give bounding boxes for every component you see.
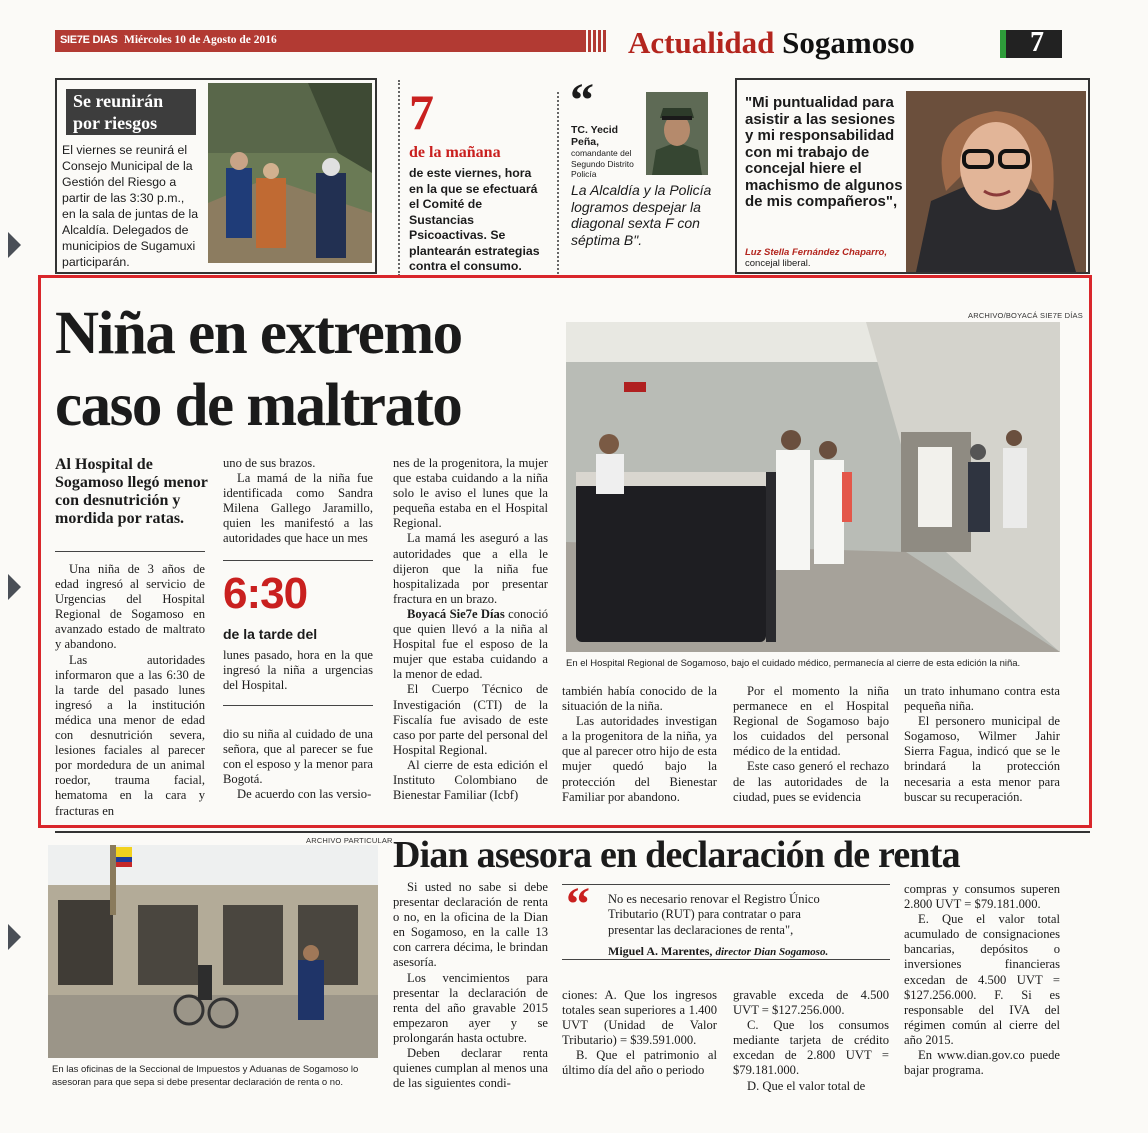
main-headline-line2: caso de maltrato [55,372,462,439]
page-number-accent [1000,30,1006,58]
dian-quote-author: Miguel A. Marentes, [608,944,713,958]
dian-colC-p2: C. Que los consumos mediante tarjeta de crédito excedan de 2.800 UVT = $79.181.000. [733,1018,889,1078]
lead-rule [55,551,205,552]
main-col6-p1: un trato inhumano contra esta pequeña niña. [904,684,1060,714]
dian-column-c [733,988,889,1094]
dian-colC-p1: gravable exceda de 4.500 UVT = $127.256.000. [733,988,889,1018]
main-col4-p1: también había conocido de la situación de la niña. [562,684,717,714]
section-title [628,26,915,60]
callout-body: lunes pasado, hora en la que ingresó la niña a urgencias del Hospital. [223,648,373,693]
officer-role: comandante del Segundo Distrito Policía [571,148,634,179]
councilwoman-signature [745,247,905,269]
margin-arrow-top [8,232,21,258]
main-col3-p4: Al cierre de esta edición el Instituto Colombiano de Bienestar Familiar (Icbf) [393,757,548,803]
dian-column-a [393,880,548,1091]
main-col4-p2: Las autoridades investigan a la progenitora de la niña, ya que al parecer otro hijo de esta mujer quedó bajo la protección del Bienestar Familiar por abandono. [562,714,717,804]
divider-dotted-1 [398,80,400,276]
main-col2-p2: De acuerdo con las versio- [237,787,372,802]
main-col3-bold: Boyacá Sie7e Días [407,606,505,621]
main-col2-p1: La mamá de la niña fue identificada como Sandra Milena Gallego Jaramillo, quien les manifestó a las autoridades que hace un mes [223,471,373,546]
header-bar-stripes [586,30,606,52]
rescue-photo [208,83,372,263]
dian-colA-p2: Los vencimientos para presentar la declaración de renta del año gravable 2015 empezaron ayer y se prolongarán hasta octubre. [393,970,548,1045]
page-number: 7 [1030,27,1044,58]
main-col6-p2: El personero municipal de Sogamoso, Wilmer Jahir Sierra Fagua, indicó que se le brindará la protección necesaria a esta menor para buscar su recuperación. [904,714,1060,804]
dian-colD-p1: compras y consumos superen 2.800 UVT = $79.181.000. [904,882,1060,912]
main-col3-p2 [393,607,548,682]
dian-colA-p1: Si usted no sabe si debe presentar declaración de renta o no, en la oficina de la Dian en Sogamoso, en la calle 13 con carrera décima, le brindan asesoría. [393,880,548,970]
brief-highlight: de la mañana [409,144,501,161]
callout-number: 6:30 [223,569,308,618]
section-city: Sogamoso [782,25,915,60]
brief-body: El viernes se reunirá el Consejo Municipal de la Gestión del Riesgo a partir de las 3:30 p.m., en la sala de juntas de la Alcaldía. Delegados de municipios de Sugamuxi participarán. [62,143,199,269]
dian-colC-p3: D. Que el valor total de [747,1078,866,1093]
main-col3-p3: El Cuerpo Técnico de Investigación (CTI) de la Fiscalía fue avisado de este caso por parte del personal del Hospital Regional. [393,682,548,757]
hospital-photo-credit: ARCHIVO/BOYACÁ SIE7E DÍAS [968,311,1083,320]
main-lead: Al Hospital de Sogamoso llegó menor con desnutrición y mordida por ratas. [55,456,208,527]
main-col3-p1: La mamá les aseguró a las autoridades que a ella le dijeron que la niña fue hospitalizada por presentar fractura en un brazo. [393,531,548,606]
dian-quote-signature [608,944,828,959]
main-column-2-lower [223,727,373,802]
dian-office-photo [48,845,378,1058]
main-col5-p2: Este caso generó el rechazo de las autoridades de la ciudad, pues se evidencia [733,759,889,804]
header-brand: SIE7E DIAS [60,34,118,46]
quote-marks-icon: “ [570,74,594,127]
brief-title-line2: por riesgos [73,113,158,133]
dian-headline: Dian asesora en declaración de renta [393,834,960,876]
main-col3-p2-text: conoció que quien llevó a la niña al Hospital fue el esposo de la mujer que estaba cuidando a la menor de edad. [393,606,548,682]
main-col1-p1: Una niña de 3 años de edad ingresó al servicio de Urgencias del Hospital Regional de Sogamoso en avanzado estado de maltrato y abandono. [55,562,205,652]
brief-body-2: de este viernes, hora en la que se efectuará el Comité de Sustancias Psicoactivas. Se plantearán estrategias contra el consumo. [409,166,540,273]
header-date: Miércoles 10 de Agosto de 2016 [124,34,277,46]
dian-column-d [904,882,1060,1078]
main-column-6 [904,684,1060,805]
divider-dotted-2 [557,92,559,274]
margin-arrow-bottom [8,924,21,950]
brief-big-number: 7 [409,84,434,140]
callout-rule-bottom [223,705,373,706]
dian-column-b [562,988,717,1079]
dian-colD-p3: En www.dian.gov.co puede bajar programa. [904,1048,1060,1078]
officer-photo [646,92,708,175]
hospital-photo [566,322,1060,652]
officer-name: TC. Yecid Peña, [571,124,619,148]
main-column-3 [393,456,548,803]
main-column-5 [733,684,889,805]
dian-colB-p2: B. Que el patrimonio al último día del año o periodo [562,1048,717,1078]
councilwoman-quote: "Mi puntualidad para asistir a las sesiones y mi responsabilidad con mi trabajo de concejal hiere el machismo de algunos de mis compañeros", [745,94,903,210]
main-col1-p2: Las autoridades informaron que a las 6:30 de la tarde del pasado lunes ingresó a la institución médica una menor de edad con desnutrición severa, lesiones faciales al parecer por mordedura de un animal roedor, trauma facial, hematoma en la cara y fracturas en [55,652,205,818]
dian-colD-p2: E. Que el valor total acumulado de consignaciones bancarias, depósitos o inversiones financieras excedan de 4.500 UVT = $127.256.000. F. Si es responsable del IVA del régimen común al cierre del año 2015. [904,912,1060,1047]
main-column-1 [55,562,205,819]
councilwoman-photo [906,91,1086,272]
margin-arrow-middle [8,574,21,600]
main-col5-p1: Por el momento la niña permanece en el Hospital Regional de Sogamoso bajo los cuidados del personal médico de la entidad. [733,684,889,759]
dian-quote: No es necesario renovar el Registro Único Tributario (RUT) para contratar o para presentar las declaraciones de renta", [608,892,820,937]
main-column-4 [562,684,717,805]
councilwoman-role: concejal liberal. [745,258,811,269]
dian-quote-marks-icon: “ [566,878,590,931]
main-column-2 [223,456,373,547]
callout-highlight: de la tarde del [223,626,318,642]
officer-quote: La Alcaldía y la Policía logramos despejar la diagonal sexta F con séptima B". [571,182,712,248]
main-col2-bottom: dio su niña al cuidado de una señora, que al parecer se fue con el esposo y la menor para Bogotá. [223,727,373,787]
main-col2-top: uno de sus brazos. [223,456,316,470]
dian-colB-p1: ciones: A. Que los ingresos totales sean superiores a 1.400 UVT (Unidad de Valor Tributario) = $39.591.000. [562,988,717,1048]
main-headline-line1: Niña en extremo [55,300,462,367]
dian-quote-role: director Dian Sogamoso. [715,946,829,958]
councilwoman-name: Luz Stella Fernández Chaparro, [745,247,887,258]
dian-photo-caption: En las oficinas de la Seccional de Impuestos y Aduanas de Sogamoso lo asesoran para que sepa si debe presentar declaración de renta o no. [52,1064,359,1088]
dian-colA-p3: Deben declarar renta quienes cumplan al menos una de las siguientes condi- [393,1046,548,1091]
dian-photo-credit: ARCHIVO PARTICULAR [306,836,393,845]
brief-title-line1: Se reunirán [73,91,164,111]
callout-rule [223,560,373,561]
section-name: Actualidad [628,25,775,60]
main-col3-p0: nes de la progenitora, la mujer que estaba cuidando a la niña solo le aviso el lunes que la pequeña estaba en el Hospital Regional. [393,456,548,531]
hospital-photo-caption: En el Hospital Regional de Sogamoso, bajo el cuidado médico, permanecía al cierre de esta edición la niña. [566,658,1021,669]
